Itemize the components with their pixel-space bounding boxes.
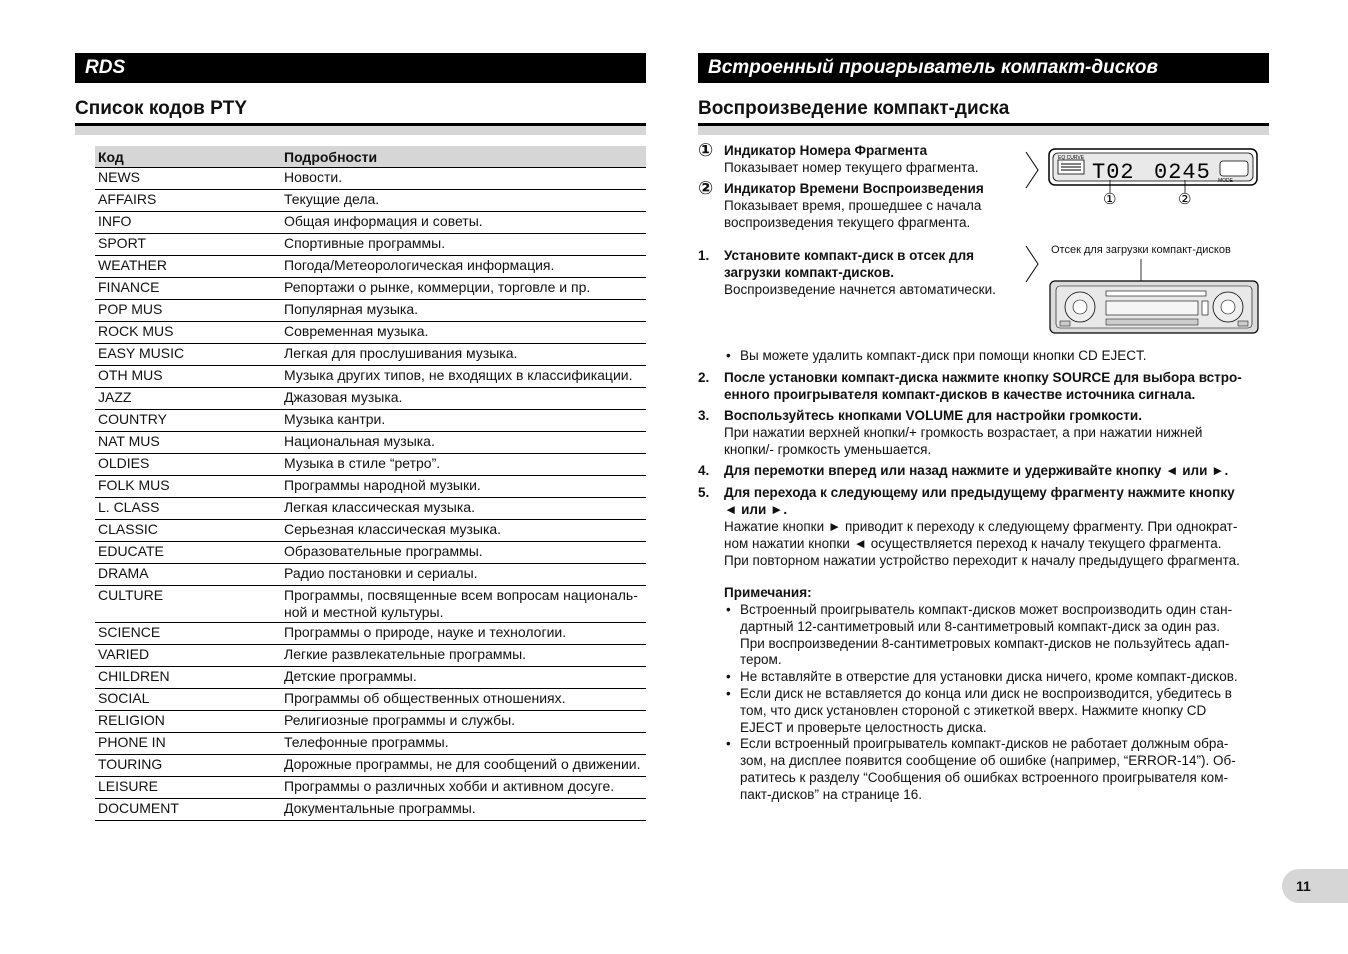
- pty-code-cell: POP MUS: [95, 300, 281, 322]
- note-line: EJECT и проверьте целостность диска.: [740, 719, 987, 735]
- step-2-number: 2.: [698, 370, 710, 385]
- indicator-1-title: Индикатор Номера Фрагмента: [724, 143, 928, 158]
- step-3-text-1: При нажатии верхней кнопки/+ громкость возрастает, а при нажатии нижней: [724, 425, 1203, 440]
- step-5-text-2: ном нажатии кнопки ◄ осуществляется переход к началу текущего фрагмента.: [724, 536, 1222, 551]
- step-1-text: Воспроизведение начнется автоматически.: [724, 282, 996, 297]
- cd-slot-label: Отсек для загрузки компакт-дисков: [1051, 244, 1231, 256]
- section-header-cd-player: Встроенный проигрыватель компакт-дисков: [698, 53, 1269, 83]
- table-row: [95, 388, 646, 410]
- note-line: Если диск не вставляется до конца или диск не воспроизводится, убедитесь в: [740, 686, 1232, 701]
- step-5-text-1: Нажатие кнопки ► приводит к переходу к следующему фрагменту. При однократ-: [724, 519, 1238, 534]
- pty-code-cell: INFO: [95, 212, 281, 234]
- pty-details-cell: Документальные программы.: [281, 799, 646, 821]
- step-2-heading-2: енного проигрывателя компакт-дисков в качестве источника сигнала.: [724, 387, 1196, 402]
- pty-code-cell: L. CLASS: [95, 498, 281, 520]
- step-3-text-2: кнопки/- громкость уменьшается.: [724, 442, 932, 457]
- step-1-heading-2: загрузки компакт-дисков.: [724, 265, 894, 280]
- pty-details-cell: Религиозные программы и службы.: [281, 711, 646, 733]
- mode-label: MODE: [1218, 178, 1233, 184]
- pointer-arrow-icon: [1024, 150, 1040, 190]
- step-1-heading-1: Установите компакт-диск в отсек для: [724, 248, 975, 263]
- table-row: [95, 476, 646, 498]
- pty-details-cell: Джазовая музыка.: [281, 388, 646, 410]
- table-row: [95, 586, 646, 623]
- pty-code-cell: LEISURE: [95, 777, 281, 799]
- pty-details-cell: Музыка в стиле “ретро”.: [281, 454, 646, 476]
- pty-details-cell: Репортажи о рынке, коммерции, торговле и пр.: [281, 278, 646, 300]
- table-row: [95, 667, 646, 689]
- table-row: [95, 623, 646, 645]
- pty-codes-table: [95, 146, 646, 821]
- pty-code-cell: CHILDREN: [95, 667, 281, 689]
- table-row: [95, 256, 646, 278]
- pty-code-cell: TOURING: [95, 755, 281, 777]
- note-bullet: •: [726, 669, 731, 685]
- callout-1-mark: ①: [698, 140, 714, 160]
- indicator-2-title: Индикатор Времени Воспроизведения: [724, 181, 984, 196]
- pty-code-cell: SPORT: [95, 234, 281, 256]
- pty-details-cell: Общая информация и советы.: [281, 212, 646, 234]
- pty-code-cell: CULTURE: [95, 586, 281, 623]
- table-row: [95, 234, 646, 256]
- step-2-heading-1: После установки компакт-диска нажмите кнопку SOURCE для выбора встро-: [724, 370, 1242, 385]
- pty-code-cell: VARIED: [95, 645, 281, 667]
- pty-code-cell: CLASSIC: [95, 520, 281, 542]
- note-line: дартный 12-сантиметровый или 8-сантиметровый компакт-диск за один раз.: [740, 618, 1221, 634]
- table-row: [95, 711, 646, 733]
- table-row: [95, 432, 646, 454]
- table-row: [95, 300, 646, 322]
- pty-details-cell: Телефонные программы.: [281, 733, 646, 755]
- table-row: [95, 564, 646, 586]
- step-1-number: 1.: [698, 248, 710, 263]
- pty-details-cell: Легкие развлекательные программы.: [281, 645, 646, 667]
- pty-details-cell: Программы народной музыки.: [281, 476, 646, 498]
- callout-2-mark: ②: [698, 178, 714, 198]
- step-1-bullet: •: [726, 348, 731, 363]
- table-row: [95, 322, 646, 344]
- pty-code-cell: PHONE IN: [95, 733, 281, 755]
- pty-details-cell: Программы о природе, науке и технологии.: [281, 623, 646, 645]
- pty-details-cell: Национальная музыка.: [281, 432, 646, 454]
- table-row: [95, 278, 646, 300]
- note-line: том, что диск установлен стороной с этикеткой вверх. Нажмите кнопку CD: [740, 702, 1207, 718]
- header-code: Код: [95, 146, 281, 168]
- pty-details-cell: Программы о различных хобби и активном досуге.: [281, 777, 646, 799]
- pty-details-cell: Популярная музыка.: [281, 300, 646, 322]
- note-line: Если встроенный проигрыватель компакт-дисков не работает должным обра-: [740, 736, 1229, 752]
- step-1-note: Вы можете удалить компакт-диск при помощи кнопки CD EJECT.: [740, 348, 1147, 363]
- pty-details-cell: Программы, посвященные всем вопросам националь-ной и местной культуры.: [281, 586, 646, 623]
- pty-code-cell: SCIENCE: [95, 623, 281, 645]
- cd-playback-title: Воспроизведение компакт-диска: [698, 98, 1010, 119]
- header-details: Подробности: [281, 146, 646, 168]
- note-bullet: •: [726, 736, 731, 752]
- pty-details-cell: Музыка других типов, не входящих в классификации.: [281, 366, 646, 388]
- table-row: [95, 689, 646, 711]
- table-row: [95, 190, 646, 212]
- page-number: 11: [1282, 869, 1348, 903]
- table-row: [95, 344, 646, 366]
- eq-curve-label: EQ CURVE: [1058, 155, 1085, 161]
- notes-title: Примечания:: [724, 585, 812, 600]
- head-unit-front-panel: [1048, 255, 1262, 337]
- pty-details-cell: Музыка кантри.: [281, 410, 646, 432]
- table-row: [95, 733, 646, 755]
- indicator-2-text-1: Показывает время, прошедшее с начала: [724, 198, 982, 213]
- pty-details-cell: Детские программы.: [281, 667, 646, 689]
- table-body: [95, 168, 646, 821]
- display-callout-2: ②: [1178, 190, 1192, 208]
- pty-code-cell: WEATHER: [95, 256, 281, 278]
- pty-code-cell: FINANCE: [95, 278, 281, 300]
- title-rule: [698, 123, 1269, 135]
- pty-code-cell: NAT MUS: [95, 432, 281, 454]
- step-3-number: 3.: [698, 408, 710, 423]
- pty-code-cell: DRAMA: [95, 564, 281, 586]
- pty-code-cell: NEWS: [95, 168, 281, 190]
- pty-details-cell: Спортивные программы.: [281, 234, 646, 256]
- indicator-2-text-2: воспроизведения текущего фрагмента.: [724, 215, 971, 230]
- pty-details-cell: Образовательные программы.: [281, 542, 646, 564]
- pty-details-cell: Текущие дела.: [281, 190, 646, 212]
- head-unit-display: [1048, 148, 1260, 208]
- note-line: ратитесь к разделу “Сообщения об ошибках встроенного проигрывателя ком-: [740, 770, 1228, 785]
- display-callout-1: ①: [1103, 190, 1117, 208]
- table-row: [95, 520, 646, 542]
- pty-details-cell: Погода/Метеорологическая информация.: [281, 256, 646, 278]
- table-row: [95, 410, 646, 432]
- section-header-rds: RDS: [75, 53, 646, 83]
- table-row: [95, 454, 646, 476]
- table-header-row: [95, 146, 646, 168]
- pty-details-cell: Современная музыка.: [281, 322, 646, 344]
- pty-code-cell: FOLK MUS: [95, 476, 281, 498]
- indicator-1-text: Показывает номер текущего фрагмента.: [724, 160, 979, 175]
- pty-details-cell: Легкая классическая музыка.: [281, 498, 646, 520]
- pty-code-cell: OLDIES: [95, 454, 281, 476]
- step-4-heading: Для перемотки вперед или назад нажмите и удерживайте кнопку ◄ или ►.: [724, 463, 1229, 478]
- note-line: При воспроизведении 8-сантиметровых компакт-дисков не пользуйтесь адап-: [740, 635, 1230, 651]
- step-5-heading-1: Для перехода к следующему или предыдущему фрагменту нажмите кнопку: [724, 485, 1235, 500]
- step-5-heading-2: ◄ или ►.: [724, 502, 788, 517]
- pty-details-cell: Программы об общественных отношениях.: [281, 689, 646, 711]
- note-line: зом, на дисплее появится сообщение об ошибке (например, “ERROR-14”). Об-: [740, 753, 1236, 769]
- table-row: [95, 366, 646, 388]
- note-line: тером.: [740, 652, 782, 668]
- note-line: Встроенный проигрыватель компакт-дисков может воспроизводить один стан-: [740, 602, 1233, 617]
- play-time-readout: 0245: [1154, 160, 1211, 185]
- step-5-number: 5.: [698, 485, 710, 500]
- note-line: пакт-дисков” на странице 16.: [740, 786, 922, 802]
- pty-details-cell: Легкая для прослушивания музыка.: [281, 344, 646, 366]
- note-line: Не вставляйте в отверстие для установки диска ничего, кроме компакт-дисков.: [740, 669, 1238, 685]
- step-4-number: 4.: [698, 463, 710, 478]
- step-5-text-3: При повторном нажатии устройство переходит к началу предыдущего фрагмента.: [724, 553, 1240, 568]
- table-row: [95, 542, 646, 564]
- pty-code-cell: EASY MUSIC: [95, 344, 281, 366]
- table-row: [95, 212, 646, 234]
- title-rule: [75, 123, 646, 135]
- pty-code-cell: EDUCATE: [95, 542, 281, 564]
- table-row: [95, 645, 646, 667]
- table-row: [95, 498, 646, 520]
- table-row: [95, 755, 646, 777]
- pty-code-cell: DOCUMENT: [95, 799, 281, 821]
- table-row: [95, 777, 646, 799]
- table-row: [95, 168, 646, 190]
- pty-code-cell: AFFAIRS: [95, 190, 281, 212]
- pty-code-cell: OTH MUS: [95, 366, 281, 388]
- pty-details-cell: Новости.: [281, 168, 646, 190]
- pty-code-cell: SOCIAL: [95, 689, 281, 711]
- pointer-arrow-icon: [1024, 244, 1040, 284]
- note-bullet: •: [726, 602, 731, 617]
- pty-code-cell: ROCK MUS: [95, 322, 281, 344]
- pty-details-cell: Серьезная классическая музыка.: [281, 520, 646, 542]
- pty-code-cell: RELIGION: [95, 711, 281, 733]
- pty-list-title: Список кодов PTY: [75, 98, 248, 119]
- step-3-heading: Воспользуйтесь кнопками VOLUME для настройки громкости.: [724, 408, 1142, 423]
- table-row: [95, 799, 646, 821]
- note-bullet: •: [726, 686, 731, 701]
- pty-code-cell: JAZZ: [95, 388, 281, 410]
- pty-details-cell: Дорожные программы, не для сообщений о движении.: [281, 755, 646, 777]
- pty-code-cell: COUNTRY: [95, 410, 281, 432]
- track-number-readout: T02: [1092, 160, 1135, 185]
- pty-details-cell: Радио постановки и сериалы.: [281, 564, 646, 586]
